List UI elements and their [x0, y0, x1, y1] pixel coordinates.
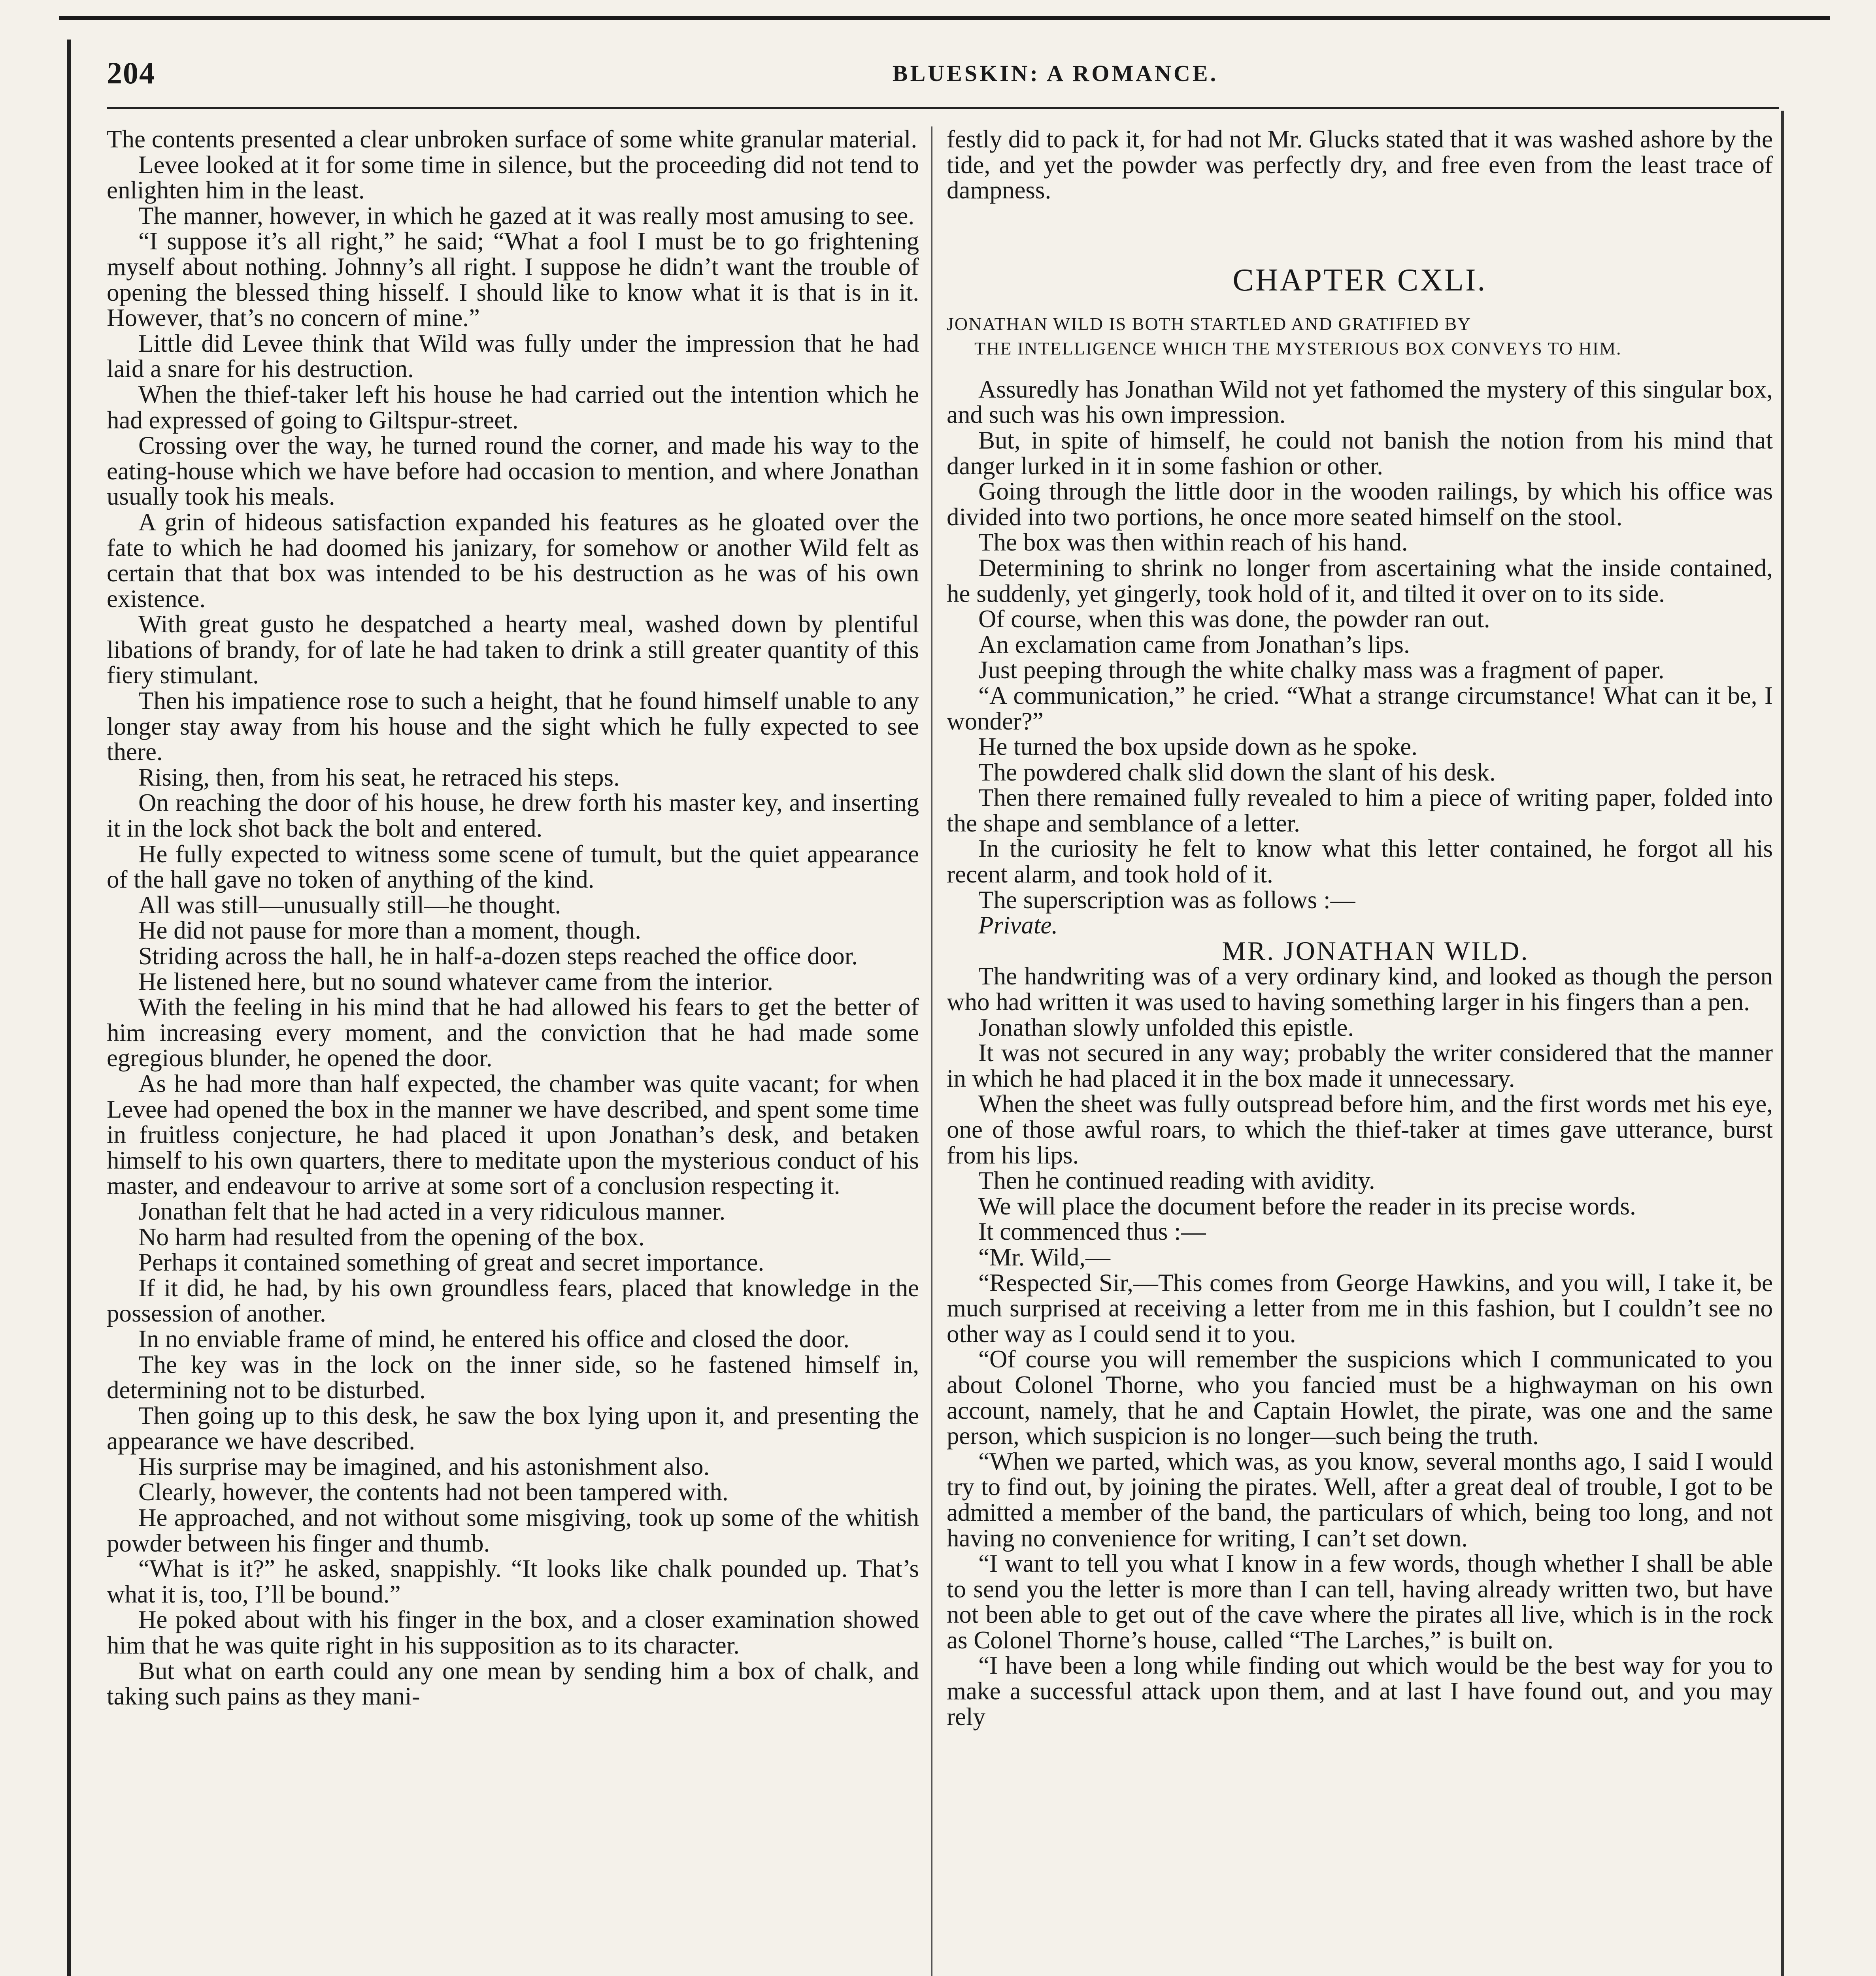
paragraph: Clearly, however, the contents had not been tampered with.	[138, 1478, 729, 1506]
page-number: 204	[107, 56, 155, 90]
letter-salutation: “Mr. Wild,—	[978, 1243, 1111, 1271]
paragraph: Crossing over the way, he turned round the corner, and made his way to the eating-house which we have before had occasion to mention, and where Jonathan usually took his meals.	[107, 432, 919, 511]
paragraph: If it did, he had, by his own groundless fears, placed that knowledge in the possession of another.	[107, 1274, 919, 1327]
top-border-rule	[59, 16, 1830, 20]
paragraph: Rising, then, from his seat, he retraced his steps.	[138, 763, 620, 791]
letter-paragraph: “Respected Sir,—This comes from George Hawkins, and you will, I take it, be much surprised at receiving a letter from me in this fashion, but I couldn’t see no other way as I could send it to you.	[947, 1269, 1773, 1348]
paragraph: With the feeling in his mind that he had allowed his fears to get the better of him increasing every moment, and the conviction that he had made some egregious blunder, he opened the door.	[107, 993, 919, 1072]
paragraph: The powdered chalk slid down the slant of his desk.	[978, 758, 1496, 786]
paragraph: It was not secured in any way; probably the writer considered that the manner in which he had placed it in the box made it unnecessary.	[947, 1039, 1773, 1092]
paragraph: “What is it?” he asked, snappishly. “It looks like chalk pounded up. That’s what it is, too, I’ll be bound.”	[107, 1555, 919, 1608]
chapter-summary	[947, 312, 1773, 361]
paragraph: Assuredly has Jonathan Wild not yet fathomed the mystery of this singular box, and such was his own impression.	[947, 375, 1773, 429]
paragraph: All was still—unusually still—he thought.	[138, 891, 561, 919]
column-divider	[931, 126, 932, 1976]
page-header	[107, 55, 1795, 95]
right-column	[947, 126, 1773, 1976]
paragraph: The handwriting was of a very ordinary kind, and looked as though the person who had written it was used to having something larger in his fingers than a pen.	[947, 962, 1773, 1016]
paragraph: He turned the box upside down as he spoke.	[978, 733, 1418, 761]
superscription-name: MR. JONATHAN WILD.	[1222, 935, 1529, 966]
paragraph: Jonathan slowly unfolded this epistle.	[978, 1013, 1354, 1041]
paragraph: The key was in the lock on the inner side, so he fastened himself in, determining not to be disturbed.	[107, 1350, 919, 1404]
paragraph: Then his impatience rose to such a height, that he found himself unable to any longer stay away from his house and the sight which he fully expected to see there.	[107, 687, 919, 766]
paragraph: The manner, however, in which he gazed at it was really most amusing to see.	[138, 202, 915, 230]
paragraph: When the sheet was fully outspread before him, and the first words met his eye, one of those awful roars, to which the thief-taker at times gave utterance, burst from his lips.	[947, 1090, 1773, 1169]
paragraph: Just peeping through the white chalky mass was a fragment of paper.	[978, 656, 1665, 684]
paragraph: The contents presented a clear unbroken surface of some white granular material.	[107, 126, 917, 153]
paragraph: He fully expected to witness some scene of tumult, but the quiet appearance of the hall gave no token of anything of the kind.	[107, 840, 919, 894]
paragraph: “A communication,” he cried. “What a strange circumstance! What can it be, I wonder?”	[947, 681, 1773, 735]
paragraph: No harm had resulted from the opening of the box.	[138, 1223, 645, 1251]
paragraph: It commenced thus :—	[978, 1218, 1206, 1246]
letter-paragraph: “When we parted, which was, as you know, several months ago, I said I would try to find out, by joining the pirates. Well, after a great deal of trouble, I got to be admitted a member of the band, the particulars of which, being too long, and not having no convenience for writing, I can’t set down.	[947, 1447, 1773, 1552]
paragraph: The superscription was as follows :—	[978, 886, 1355, 914]
paragraph: “I suppose it’s all right,” he said; “What a fool I must be to go frightening myself about nothing. Johnny’s all right. I suppose he didn’t want the trouble of opening the blessed thing hisself. I should like to know what it is that is in it. However, that’s no concern of mine.”	[107, 227, 919, 332]
paragraph: Then going up to this desk, he saw the box lying upon it, and presenting the appearance we have described.	[107, 1401, 919, 1455]
paragraph: In the curiosity he felt to know what this letter contained, he forgot all his recent alarm, and took hold of it.	[947, 835, 1773, 888]
chapter-summary-line: JONATHAN WILD IS BOTH STARTLED AND GRATIFIED BY	[947, 313, 1472, 334]
paragraph: Of course, when this was done, the powder ran out.	[978, 605, 1490, 633]
paragraph: Then he continued reading with avidity.	[978, 1167, 1375, 1195]
paragraph: But, in spite of himself, he could not banish the notion from his mind that danger lurked in it in some fashion or other.	[947, 426, 1773, 480]
paragraph: An exclamation came from Jonathan’s lips.	[978, 630, 1410, 658]
paragraph: When the thief-taker left his house he had carried out the intention which he had expressed of going to Giltspur-street.	[107, 380, 919, 434]
chapter-title: CHAPTER CXLI.	[1232, 262, 1487, 298]
paragraphs-before-letter	[947, 377, 1773, 913]
running-title: BLUESKIN: A ROMANCE.	[892, 60, 1219, 86]
paragraph: A grin of hideous satisfaction expanded his features as he gloated over the fate to which he had doomed his janizary, for somehow or another Wild felt as certain that that box was intended to be his destruction as he was of his own existence.	[107, 508, 919, 613]
paragraph: Little did Levee think that Wild was fully under the impression that he had laid a snare for his destruction.	[107, 329, 919, 383]
paragraph: Jonathan felt that he had acted in a very ridiculous manner.	[138, 1197, 726, 1225]
paragraph: Going through the little door in the wooden railings, by which his office was divided into two portions, he once more seated himself on the stool.	[947, 477, 1773, 531]
paragraph: But what on earth could any one mean by sending him a box of chalk, and taking such pains as they mani-	[107, 1657, 919, 1710]
paragraphs-after-superscription	[947, 963, 1773, 1244]
paragraph: Levee looked at it for some time in silence, but the proceeding did not tend to enlighten him in the least.	[107, 151, 919, 204]
letter-body	[947, 1270, 1773, 1730]
letter-paragraph: “I have been a long while finding out which would be the best way for you to make a successful attack upon them, and at last I have found out, and you may rely	[947, 1652, 1773, 1731]
letter-paragraph: “I want to tell you what I know in a few words, though whether I shall be able to send you the letter is more than I can tell, having already written two, but have not been able to get out of the cave where the pirates all live, which is in the rock as Colonel Thorne’s house, called “The Larches,” is built on.	[947, 1550, 1773, 1654]
right-border-rule	[1781, 111, 1784, 1976]
paragraph: He did not pause for more than a moment, though.	[138, 916, 641, 945]
paragraph: He poked about with his finger in the box, and a closer examination showed him that he was quite right in his supposition as to its character.	[107, 1606, 919, 1659]
left-border-rule	[67, 40, 71, 1976]
left-column	[107, 126, 919, 1976]
paragraph: In no enviable frame of mind, he entered his office and closed the door.	[138, 1325, 849, 1353]
paragraph: Perhaps it contained something of great and secret importance.	[138, 1248, 764, 1276]
chapter-summary-continued: THE INTELLIGENCE WHICH THE MYSTERIOUS BOX CONVEYS TO HIM.	[974, 338, 1622, 358]
paragraph: He listened here, but no sound whatever came from the interior.	[138, 967, 773, 996]
paragraph: Determining to shrink no longer from ascertaining what the inside contained, he suddenly, yet gingerly, took hold of it, and tilted it over on to its side.	[947, 554, 1773, 607]
superscription-private: Private.	[978, 911, 1058, 939]
paragraph: The box was then within reach of his hand.	[978, 528, 1408, 556]
header-rule	[107, 107, 1779, 109]
paragraph: On reaching the door of his house, he drew forth his master key, and inserting it in the lock shot back the bolt and entered.	[107, 789, 919, 843]
paragraph: His surprise may be imagined, and his astonishment also.	[138, 1452, 710, 1480]
paragraph: He approached, and not without some misgiving, took up some of the whitish powder between his finger and thumb.	[107, 1504, 919, 1557]
paragraph: We will place the document before the reader in its precise words.	[978, 1192, 1636, 1220]
paragraph: Striding across the hall, he in half-a-dozen steps reached the office door.	[138, 942, 858, 970]
paragraph: With great gusto he despatched a hearty meal, washed down by plentiful libations of brandy, for of late he had taken to drink a still greater quantity of this fiery stimulant.	[107, 610, 919, 689]
paragraph: Then there remained fully revealed to him a piece of writing paper, folded into the shape and semblance of a letter.	[947, 784, 1773, 837]
continuation-paragraph: festly did to pack it, for had not Mr. Glucks stated that it was washed ashore by the tide, and yet the powder was perfectly dry, and free even from the least trace of dampness.	[947, 126, 1773, 204]
paragraph: As he had more than half expected, the chamber was quite vacant; for when Levee had opened the box in the manner we have described, and spent some time in fruitless conjecture, he had placed it upon Jonathan’s desk, and betaken himself to his own quarters, there to meditate upon the mysterious conduct of his master, and endeavour to arrive at some sort of a conclusion respecting it.	[107, 1069, 919, 1200]
letter-paragraph: “Of course you will remember the suspicions which I communicated to you about Colonel Thorne, who you fancied must be a highwayman on his own account, namely, that he and Captain Howlet, the pirate, was one and the same person, which suspicion is no longer—such being the truth.	[947, 1345, 1773, 1450]
